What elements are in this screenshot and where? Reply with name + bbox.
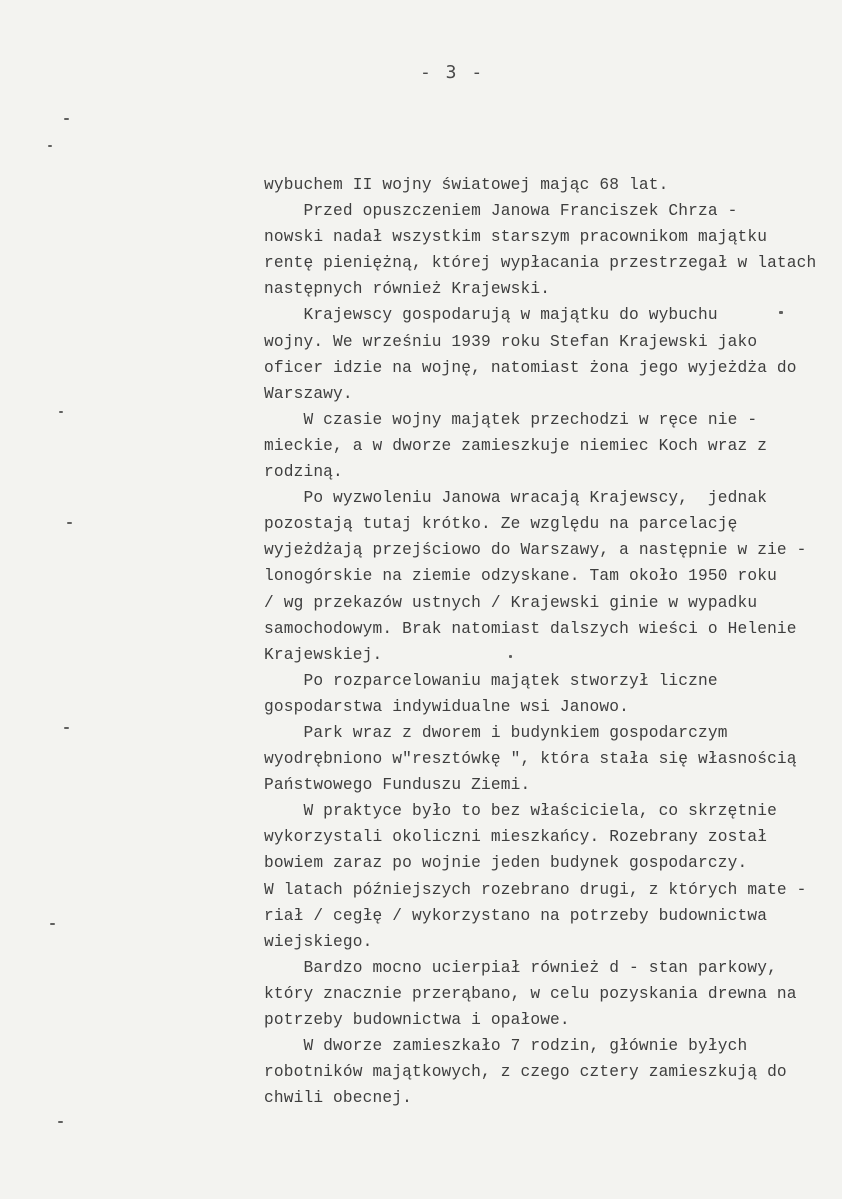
text-line: Po wyzwoleniu Janowa wracają Krajewscy, jednak [264, 489, 768, 508]
text-line: Państwowego Funduszu Ziemi. [264, 776, 531, 795]
paragraph [264, 302, 836, 406]
text-line: rodziną. [264, 463, 343, 482]
text-line: Po rozparcelowaniu majątek stworzył liczne [264, 671, 718, 690]
text-line: następnych również Krajewski. [264, 280, 551, 299]
text-line: wyodrębniono w"resztówkę ", która stała się własnością [264, 750, 797, 769]
text-line: W latach późniejszych rozebrano drugi, z których mate - [264, 880, 807, 899]
text-line: lonogórskie na ziemie odzyskane. Tam około 1950 roku [264, 567, 777, 586]
paragraph [264, 198, 836, 302]
text-line: robotników majątkowych, z czego cztery zamieszkują do [264, 1063, 787, 1082]
left-margin-mark [48, 145, 52, 147]
paragraph [264, 955, 836, 1033]
text-line: wykorzystali okoliczni mieszkańcy. Rozebrany został [264, 828, 768, 847]
text-line: riał / cegłę / wykorzystano na potrzeby budownictwa [264, 906, 768, 925]
paragraph [264, 485, 836, 668]
left-margin-mark [67, 522, 72, 524]
text-line: gospodarstwa indywidualne wsi Janowo. [264, 697, 629, 716]
left-margin-mark [58, 1121, 63, 1123]
text-line: / wg przekazów ustnych / Krajewski ginie w wypadku [264, 593, 758, 612]
left-margin-mark [64, 118, 69, 120]
left-margin-mark [59, 411, 63, 413]
text-line: wojny. We wrześniu 1939 roku Stefan Krajewski jako [264, 332, 758, 351]
text-line: Park wraz z dworem i budynkiem gospodarczym [264, 723, 728, 742]
paragraph [264, 668, 836, 720]
text-line: W praktyce było to bez właściciela, co skrzętnie [264, 802, 777, 821]
body-text [264, 172, 836, 1111]
left-margin-mark [50, 923, 55, 925]
page-number: - 3 - [420, 62, 485, 83]
text-line: potrzeby budownictwa i opałowe. [264, 1011, 570, 1029]
paragraph [264, 720, 836, 798]
text-line: Przed opuszczeniem Janowa Franciszek Chrza - [264, 202, 738, 221]
left-margin-mark [64, 727, 69, 729]
text-line: pozostają tutaj krótko. Ze względu na parcelację [264, 515, 738, 534]
text-line: chwili obecnej. [264, 1089, 412, 1108]
text-line: wybuchem II wojny światowej mając 68 lat. [264, 176, 669, 194]
text-line: W czasie wojny majątek przechodzi w ręce nie - [264, 410, 758, 429]
text-line: Krajewscy gospodarują w majątku do wybuchu [264, 306, 718, 325]
paragraph [264, 1033, 836, 1111]
text-line: wiejskiego. [264, 932, 373, 951]
text-line: wyjeżdżają przejściowo do Warszawy, a następnie w zie - [264, 541, 807, 560]
text-line: Warszawy. [264, 384, 353, 403]
text-line: samochodowym. Brak natomiast dalszych wieści o Helenie [264, 619, 797, 638]
text-line: mieckie, a w dworze zamieszkuje niemiec Koch wraz z [264, 436, 768, 455]
text-line: który znacznie przerąbano, w celu pozyskania drewna na [264, 984, 797, 1003]
text-line: Krajewskiej. [264, 645, 383, 664]
text-line: W dworze zamieszkało 7 rodzin, głównie byłych [264, 1037, 748, 1056]
paragraph [264, 407, 836, 485]
text-line: Bardzo mocno ucierpiał również d - stan parkowy, [264, 958, 777, 977]
paragraph [264, 798, 836, 955]
text-line: bowiem zaraz po wojnie jeden budynek gospodarczy. [264, 854, 748, 873]
paragraph [264, 172, 836, 198]
text-line: nowski nadał wszystkim starszym pracownikom majątku [264, 228, 768, 247]
text-line: rentę pieniężną, której wypłacania przestrzegał w latach [264, 254, 817, 273]
text-line: oficer idzie na wojnę, natomiast żona jego wyjeżdża do [264, 358, 797, 377]
